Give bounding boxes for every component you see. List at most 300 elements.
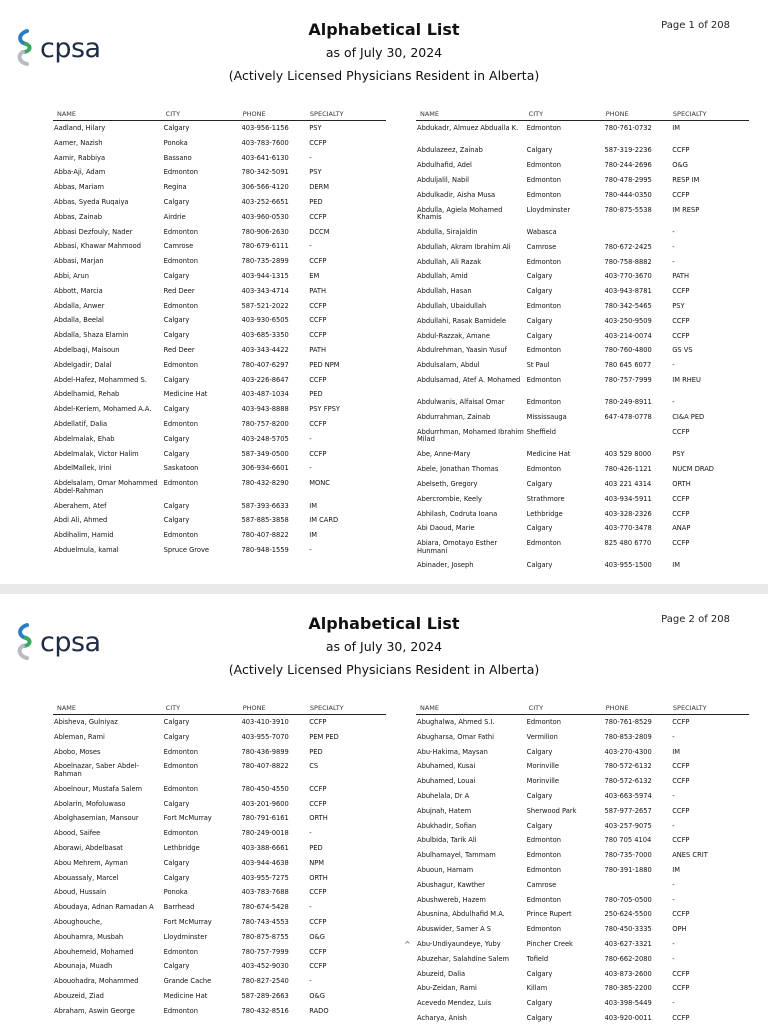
city-cell: Edmonton — [526, 190, 561, 199]
city-cell: St Paul — [526, 361, 550, 370]
specialty-cell: - — [672, 257, 675, 266]
physician-name: Abdelsalam, Omar Mohammed Abdel-Rahman — [54, 479, 158, 495]
table-row — [53, 871, 386, 886]
physician-name: Abdulhafid, Adel — [417, 161, 472, 170]
city-cell: Regina — [163, 183, 187, 192]
physician-name: Abbasi, Khawar Mahmood — [54, 242, 141, 251]
city-cell: Calgary — [163, 718, 190, 726]
city-cell: Medicine Hat — [163, 991, 208, 1000]
header-name: NAME — [420, 704, 440, 712]
specialty-cell: CCFP — [309, 718, 327, 726]
city-cell: Calgary — [163, 873, 190, 882]
table-row — [53, 826, 386, 841]
specialty-cell: - — [309, 903, 312, 912]
table-body — [53, 121, 386, 558]
phone-cell: 780 645 6077 — [604, 361, 652, 370]
physician-name: Abdalla, Anwer — [54, 301, 105, 310]
phone-cell: 780-572-6132 — [604, 762, 652, 771]
document-header — [0, 20, 768, 83]
document-title: Alphabetical List — [308, 614, 460, 633]
phone-cell: 780-948-1559 — [241, 545, 289, 554]
phone-cell: 403-943-8781 — [604, 287, 652, 296]
city-cell: Edmonton — [163, 762, 198, 771]
physician-name: Abbas, Zainab — [54, 212, 103, 221]
header-city: CITY — [165, 704, 181, 712]
specialty-cell: - — [672, 732, 675, 741]
physician-name: Aberahem, Atef — [54, 501, 107, 510]
city-cell: Prince Rupert — [526, 910, 572, 919]
phone-cell: 780-572-6132 — [604, 777, 652, 786]
city-cell: Calgary — [163, 375, 190, 384]
specialty-cell: PSY — [309, 124, 322, 132]
table-row — [53, 313, 386, 328]
city-cell: Calgary — [163, 962, 190, 971]
city-cell: Lloydminster — [163, 932, 208, 941]
table-row — [404, 937, 749, 952]
phone-cell: 780-674-5428 — [241, 903, 289, 912]
physician-name: Abujnah, Hatem — [417, 806, 472, 815]
physician-name: Acevedo Mendez, Luis — [417, 999, 492, 1008]
physician-name: Abdurrahman, Zainab — [417, 413, 491, 422]
table-row — [53, 387, 386, 402]
physician-name: Abbasi, Marjan — [54, 257, 104, 266]
city-cell: Edmonton — [163, 257, 198, 266]
table-row — [416, 558, 749, 573]
phone-cell: 780-757-7999 — [604, 375, 652, 384]
city-cell: Calgary — [526, 316, 553, 325]
specialty-cell: ORTH — [309, 814, 328, 823]
physician-name: Aboud, Hussain — [54, 888, 107, 897]
physician-name: Abood, Saifee — [54, 829, 101, 838]
specialty-cell: IM RHEU — [672, 375, 701, 384]
specialty-cell: - — [309, 545, 312, 554]
city-cell: Calgary — [526, 146, 553, 155]
physician-name: Abulhamayel, Tammam — [417, 851, 496, 860]
phone-cell: 403-685-3350 — [241, 331, 289, 340]
physician-name: Abisheva, Gulniyaz — [54, 718, 118, 726]
phone-cell: 780-450-3335 — [604, 925, 652, 934]
physician-name: Abugharsa, Omar Fathi — [417, 732, 495, 741]
phone-cell: 403-487-1034 — [241, 390, 289, 399]
city-cell: Calgary — [163, 501, 190, 510]
physician-name: Abdullah, Ali Razak — [417, 257, 482, 266]
specialty-cell: ANES CRIT — [672, 851, 708, 860]
phone-cell: 780-478-2995 — [604, 175, 652, 184]
phone-cell: 403-783-7688 — [241, 888, 289, 897]
phone-cell: 647-478-0778 — [604, 413, 652, 422]
physician-name: Abduelmula, kamal — [54, 545, 119, 554]
specialty-cell: PSY — [309, 168, 322, 177]
city-cell: Edmonton — [163, 301, 198, 310]
table-row — [416, 299, 749, 314]
table-row — [53, 499, 386, 514]
table-body — [404, 715, 749, 1026]
physician-name: Abdulla, Sirajaldin — [417, 227, 478, 236]
table-row — [416, 447, 749, 462]
city-cell: Calgary — [163, 732, 190, 741]
specialty-cell: - — [309, 434, 312, 443]
specialty-cell: CCFP — [309, 917, 327, 926]
city-cell: Calgary — [526, 1013, 553, 1022]
table-row — [53, 959, 386, 974]
phone-cell: 403-343-4422 — [241, 345, 289, 354]
physician-name: Acharya, Anish — [417, 1013, 467, 1022]
phone-cell: 780-244-2696 — [604, 161, 652, 170]
physician-name: Abdulrehman, Yaasin Yusuf — [417, 346, 507, 355]
physician-table-right — [404, 704, 749, 1026]
physician-name: Aboughouche, — [54, 917, 103, 926]
specialty-cell: IM — [309, 501, 317, 510]
specialty-cell: PED — [309, 843, 323, 852]
specialty-cell: CCFP — [672, 190, 690, 199]
table-row — [416, 477, 749, 492]
table-row — [53, 358, 386, 373]
header-specialty: SPECIALTY — [309, 704, 344, 712]
table-row — [53, 1004, 386, 1019]
city-cell: Camrose — [526, 242, 557, 251]
phone-cell: 780-758-8882 — [604, 257, 652, 266]
city-cell: Vermilion — [526, 732, 558, 741]
city-cell: Edmonton — [526, 398, 561, 407]
specialty-cell: ANAP — [672, 524, 691, 533]
phone-cell: 780-705-0500 — [604, 895, 652, 904]
phone-cell: 780-444-0350 — [604, 190, 652, 199]
physician-name: Abinader, Joseph — [417, 561, 474, 570]
city-cell: Edmonton — [526, 346, 561, 355]
city-cell: Calgary — [163, 316, 190, 325]
table-row — [53, 759, 386, 781]
table-row — [416, 536, 749, 558]
phone-cell: 780-735-7000 — [604, 851, 652, 860]
phone-cell: 780 705 4104 — [604, 836, 652, 845]
specialty-cell: - — [672, 227, 675, 236]
table-row — [53, 856, 386, 871]
physician-name: Abouohadra, Mohammed — [54, 977, 139, 986]
header-city: CITY — [165, 110, 181, 118]
table-row — [416, 462, 749, 477]
city-cell: Calgary — [526, 791, 553, 800]
physician-name: Abuswider, Samer A S — [417, 925, 492, 934]
specialty-cell: - — [672, 880, 675, 889]
city-cell: Fort McMurray — [163, 814, 212, 823]
city-cell: Calgary — [526, 287, 553, 296]
table-row — [416, 833, 749, 848]
table-row — [416, 343, 749, 358]
physician-name: Abba-Aji, Adam — [54, 168, 106, 177]
phone-cell: 780-853-2809 — [604, 732, 652, 741]
phone-cell: 587-319-2236 — [604, 146, 652, 155]
physician-name: Abusnina, Abdulhafid M.A. — [417, 910, 505, 919]
specialty-cell: DERM — [309, 183, 330, 192]
city-cell: Edmonton — [163, 227, 198, 236]
table-body — [53, 715, 386, 1019]
document-title: Alphabetical List — [308, 20, 460, 39]
specialty-cell: CCFP — [309, 257, 327, 266]
city-cell: Calgary — [526, 747, 553, 756]
physician-name: Abuzehar, Salahdine Salem — [417, 954, 509, 963]
table-row — [416, 358, 749, 373]
phone-cell: 403-930-6505 — [241, 316, 289, 325]
city-cell: Calgary — [163, 405, 190, 414]
physician-name: Abuzeid, Dalia — [417, 969, 466, 978]
specialty-cell: DCCM — [309, 227, 330, 236]
physician-name: Abolarin, Mofoluwaso — [54, 799, 126, 808]
city-cell: Bassano — [163, 153, 192, 162]
city-cell: Morinville — [526, 777, 560, 786]
physician-table-left — [53, 704, 386, 1019]
physician-name: Aamir, Rabbiya — [54, 153, 106, 162]
phone-cell: 780-385-2200 — [604, 984, 652, 993]
specialty-cell: PEM PED — [309, 732, 339, 741]
table-row — [416, 863, 749, 878]
table-row — [416, 158, 749, 173]
header-city: CITY — [528, 110, 544, 118]
physician-name: Abouassaly, Marcel — [54, 873, 119, 882]
table-row — [53, 841, 386, 856]
city-cell: Edmonton — [526, 895, 561, 904]
specialty-cell: CCFP — [672, 910, 690, 919]
phone-cell: 780-875-5538 — [604, 205, 652, 214]
city-cell: Grande Cache — [163, 977, 212, 986]
phone-cell: 403-934-5911 — [604, 494, 652, 503]
specialty-cell: CCFP — [672, 718, 690, 726]
physician-name: Abughalwa, Ahmed S.I. — [417, 718, 495, 726]
city-cell: Edmonton — [163, 531, 198, 540]
phone-cell: 403-783-7600 — [241, 138, 289, 147]
table-row — [416, 425, 749, 447]
phone-cell: 403-955-7275 — [241, 873, 289, 882]
city-cell: Calgary — [526, 969, 553, 978]
specialty-cell: - — [672, 939, 675, 948]
table-row — [53, 745, 386, 760]
physician-name: Abdelmalak, Ehab — [54, 434, 115, 443]
table-row — [53, 782, 386, 797]
physician-name: Aborawi, Abdelbasat — [54, 843, 123, 852]
specialty-cell: ORTH — [672, 479, 691, 488]
phone-cell: 403-257-9075 — [604, 821, 652, 830]
specialty-cell: CCFP — [672, 777, 690, 786]
table-row — [53, 180, 386, 195]
phone-cell: 780-407-8822 — [241, 531, 289, 540]
table-row — [53, 461, 386, 476]
table-row — [416, 373, 749, 395]
city-cell: Edmonton — [526, 836, 561, 845]
table-row — [53, 447, 386, 462]
table-row — [53, 328, 386, 343]
table-row — [416, 804, 749, 819]
table-header — [416, 704, 749, 715]
phone-cell: 780-743-4553 — [241, 917, 289, 926]
city-cell: Calgary — [526, 479, 553, 488]
document-subtitle: (Actively Licensed Physicians Resident in Alberta) — [228, 68, 540, 83]
table-row — [416, 284, 749, 299]
table-row — [416, 774, 749, 789]
city-cell: Red Deer — [163, 345, 195, 354]
specialty-cell: CCFP — [309, 419, 327, 428]
specialty-cell: IM — [672, 124, 680, 132]
physician-name: Abduljalil, Nabil — [417, 175, 470, 184]
header-phone: PHONE — [605, 704, 629, 712]
city-cell: Sherwood Park — [526, 806, 577, 815]
specialty-cell: IM — [672, 561, 680, 570]
specialty-cell: CCFP — [309, 962, 327, 971]
phone-cell: 403-226-8647 — [241, 375, 289, 384]
table-row — [416, 240, 749, 255]
city-cell: Edmonton — [526, 301, 561, 310]
phone-cell: 780-391-1880 — [604, 865, 652, 874]
city-cell: Calgary — [163, 858, 190, 867]
phone-cell: 403-214-0074 — [604, 331, 652, 340]
city-cell: Edmonton — [526, 465, 561, 474]
specialty-cell: CCFP — [309, 784, 327, 793]
city-cell: Ponoka — [163, 888, 188, 897]
city-cell: Calgary — [163, 197, 190, 206]
city-cell: Edmonton — [163, 829, 198, 838]
table-row — [416, 745, 749, 760]
city-cell: Edmonton — [526, 175, 561, 184]
phone-cell: 403-944-1315 — [241, 271, 289, 280]
logo-wordmark: cpsa — [40, 626, 101, 658]
physician-name: Abe, Anne-Mary — [417, 450, 471, 459]
phone-cell: 587-521-2022 — [241, 301, 289, 310]
specialty-cell: CCFP — [309, 138, 327, 147]
physician-name: Abhilash, Codruta Ioana — [417, 509, 498, 518]
table-row — [53, 210, 386, 225]
table-row — [53, 343, 386, 358]
phone-cell: 403-270-4300 — [604, 747, 652, 756]
phone-cell: 403-955-1500 — [604, 561, 652, 570]
specialty-cell: PED — [309, 390, 323, 399]
specialty-cell: - — [309, 242, 312, 251]
city-cell: Camrose — [163, 242, 194, 251]
phone-cell: 825 480 6770 — [604, 539, 652, 548]
city-cell: Medicine Hat — [526, 450, 571, 459]
city-cell: Edmonton — [163, 419, 198, 428]
city-cell: Calgary — [163, 434, 190, 443]
city-cell: Edmonton — [526, 161, 561, 170]
logo-wordmark: cpsa — [40, 32, 101, 64]
physician-name: Abdulsalam, Abdul — [417, 361, 480, 370]
table-row — [53, 284, 386, 299]
table-row — [416, 225, 749, 240]
physician-name: Abushwereb, Hazem — [417, 895, 486, 904]
city-cell: Edmonton — [526, 865, 561, 874]
table-row — [53, 974, 386, 989]
specialty-cell: - — [309, 829, 312, 838]
physician-name: Abdullah, Akram Ibrahim Ali — [417, 242, 511, 251]
table-row — [53, 476, 386, 498]
specialty-cell: CCFP — [309, 301, 327, 310]
physician-name: Abdalla, Beelal — [54, 316, 104, 325]
specialty-cell: - — [309, 464, 312, 473]
document-page-2 — [0, 594, 768, 1024]
phone-cell: 403-943-8888 — [241, 405, 289, 414]
specialty-cell: GS VS — [672, 346, 693, 355]
city-cell: Edmonton — [526, 124, 561, 132]
specialty-cell: CCFP — [672, 806, 690, 815]
physician-name: Abdurrhman, Mohamed Ibrahim Milad — [417, 427, 524, 444]
specialty-cell: PED NPM — [309, 360, 340, 369]
physician-name: Aboelnour, Mustafa Salem — [54, 784, 143, 793]
specialty-cell: PSY — [672, 450, 685, 459]
physician-name: Abraham, Aswin George — [54, 1006, 135, 1015]
phone-cell: 780-407-6297 — [241, 360, 289, 369]
city-cell: Edmonton — [163, 947, 198, 956]
table-row — [53, 989, 386, 1004]
city-cell: Wabasca — [526, 227, 557, 236]
specialty-cell: CCFP — [309, 449, 327, 458]
page-number: Page 2 of 208 — [661, 614, 730, 625]
city-cell: Morinville — [526, 762, 560, 771]
physician-name: Aamer, Nazish — [54, 138, 103, 147]
specialty-cell: IM — [672, 865, 680, 874]
phone-cell: 403 221 4314 — [604, 479, 652, 488]
table-row — [416, 878, 749, 893]
phone-cell: 587-885-3858 — [241, 516, 289, 525]
specialty-cell: IM RESP — [672, 205, 700, 214]
phone-cell: 780-662-2080 — [604, 954, 652, 963]
city-cell: Camrose — [526, 880, 557, 889]
physician-name: Abbas, Mariam — [54, 183, 104, 192]
table-row — [416, 981, 749, 996]
city-cell: Calgary — [526, 999, 553, 1008]
specialty-cell: CS — [309, 762, 319, 771]
city-cell: Calgary — [526, 331, 553, 340]
physician-name: Abuhamed, Louai — [417, 777, 476, 786]
table-row — [53, 885, 386, 900]
physician-name: Abdullah, Amid — [417, 272, 468, 281]
city-cell: Pincher Creek — [526, 939, 573, 948]
physician-name: Abdihalim, Hamid — [54, 531, 114, 540]
specialty-cell: O&G — [309, 991, 325, 1000]
table-row — [53, 254, 386, 269]
specialty-cell: CCFP — [309, 212, 327, 221]
phone-cell: 780-735-2899 — [241, 257, 289, 266]
city-cell: Lloydminster — [526, 205, 571, 214]
specialty-cell: CCFP — [672, 969, 690, 978]
table-row — [53, 528, 386, 543]
phone-cell: 587-393-6633 — [241, 501, 289, 510]
phone-cell: 587-349-0500 — [241, 449, 289, 458]
table-row — [53, 900, 386, 915]
physician-name: Abukhadir, Sofian — [417, 821, 477, 830]
phone-cell: 403-328-2326 — [604, 509, 652, 518]
phone-cell: 403-252-6651 — [241, 197, 289, 206]
specialty-cell: PSY — [672, 301, 685, 310]
city-cell: Calgary — [163, 516, 190, 525]
city-cell: Edmonton — [526, 851, 561, 860]
table-row — [416, 188, 749, 203]
city-cell: Calgary — [526, 272, 553, 281]
physician-name: Abdukadr, Almuez Abdualla K. — [417, 124, 519, 132]
phone-cell: 403-452-9030 — [241, 962, 289, 971]
city-cell: Calgary — [163, 331, 190, 340]
specialty-cell: PATH — [309, 286, 327, 295]
phone-cell: 780-757-8200 — [241, 419, 289, 428]
city-cell: Spruce Grove — [163, 545, 210, 554]
phone-cell: 780-249-0018 — [241, 829, 289, 838]
specialty-cell: OPH — [672, 925, 687, 934]
city-cell: Tofield — [526, 954, 549, 963]
city-cell: Edmonton — [163, 168, 198, 177]
specialty-cell: RADO — [309, 1006, 329, 1015]
phone-cell: 587-977-2657 — [604, 806, 652, 815]
city-cell: Edmonton — [163, 1006, 198, 1015]
physician-name: Abdullahi, Rasak Bamidele — [417, 316, 507, 325]
city-cell: Calgary — [526, 821, 553, 830]
physician-name: Abdulla, Agiela Mohamed Khamis — [417, 205, 503, 222]
physician-name: Abdellatif, Dalia — [54, 419, 108, 428]
